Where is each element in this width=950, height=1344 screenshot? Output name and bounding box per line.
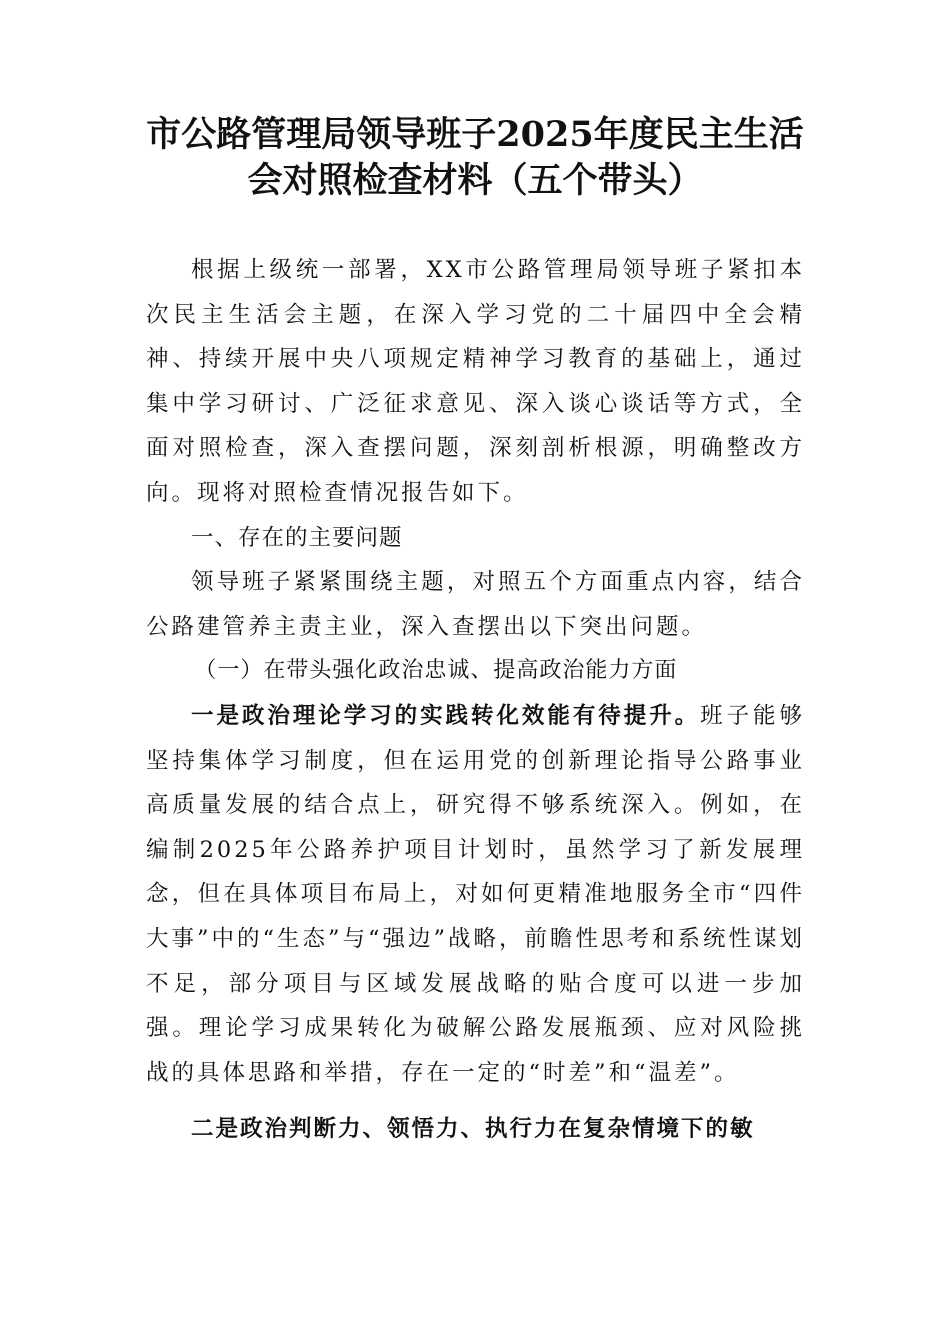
title-line-2: 会对照检查材料（五个带头） xyxy=(247,160,703,201)
point-one-text: 班子能够坚持集体学习制度，但在运用党的创新理论指导公路事业高质量发展的结合点上，研究得不够系统深入。例如，在编制2025年公路养护项目计划时，虽然学习了新发展理念，但在具体项目布局上，对如何更精准地服务全市“四件大事”中的“生态”与“强边”战略，前瞻性思考和系统性谋划不足，部分项目与区域发展战略的贴合度可以进一步加强。理论学习成果转化为破解公路发展瓶颈、应对风险挑战的具体思路和举措，存在一定的“时差”和“温差”。 xyxy=(146,702,806,1086)
title-line-1: 市公路管理局领导班子2025年度民主生活 xyxy=(146,114,804,155)
document-title xyxy=(120,112,830,204)
point-one-paragraph xyxy=(146,694,805,1095)
section-heading-problems: 一、存在的主要问题 xyxy=(191,524,403,551)
subsection-heading-political: （一）在带头强化政治忠诚、提高政治能力方面 xyxy=(194,658,678,684)
point-two-lead: 二是政治判断力、领悟力、执行力在复杂情境下的敏 xyxy=(191,1116,755,1143)
paragraph-gap xyxy=(146,1095,805,1107)
section-intro-paragraph: 领导班子紧紧围绕主题，对照五个方面重点内容，结合公路建管养主责主业，深入查摆出以下突出问题。 xyxy=(146,569,805,640)
document-body xyxy=(146,248,805,1152)
point-one-lead: 一是政治理论学习的实践转化效能有待提升。 xyxy=(191,702,701,729)
intro-paragraph: 根据上级统一部署，XX市公路管理局领导班子紧扣本次民主生活会主题，在深入学习党的二十届四中全会精神、持续开展中央八项规定精神学习教育的基础上，通过集中学习研讨、广泛征求意见、深入谈心谈话等方式，全面对照检查，深入查摆问题，深刻剖析根源，明确整改方向。现将对照检查情况报告如下。 xyxy=(146,257,805,506)
point-two-paragraph xyxy=(146,1107,805,1152)
